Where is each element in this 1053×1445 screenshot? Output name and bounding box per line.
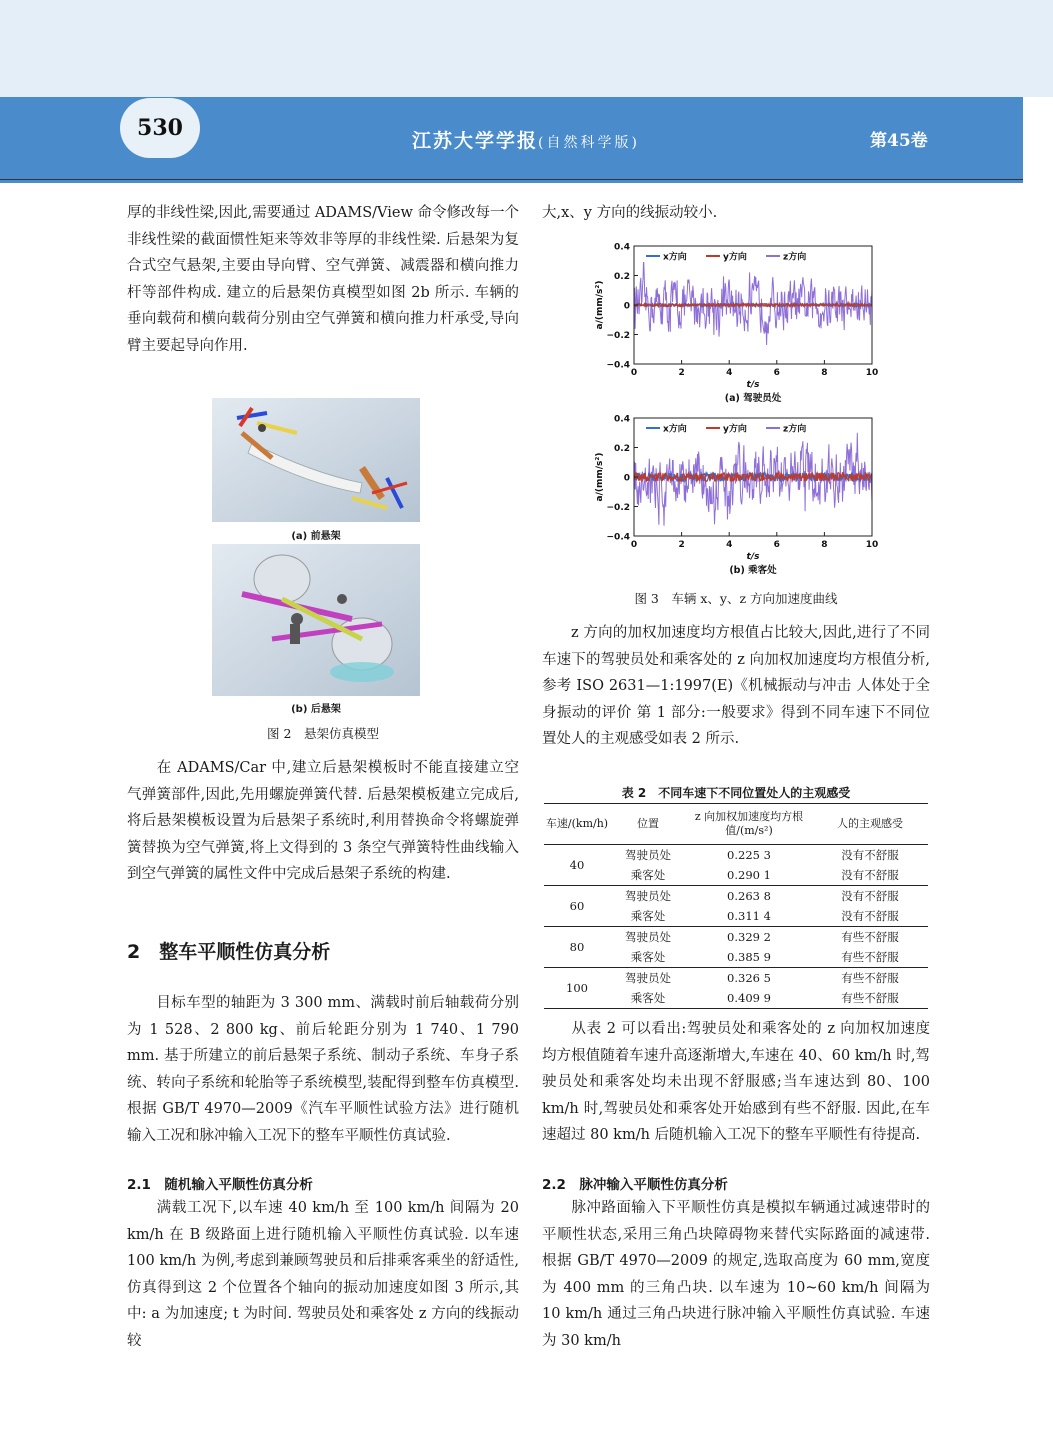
header-top-band bbox=[0, 0, 1053, 97]
x-axis-label: t/s bbox=[746, 552, 760, 562]
chart-subtitle: (a) 驾驶员处 bbox=[724, 393, 782, 404]
fig2b-rear-suspension-image bbox=[212, 544, 420, 696]
subsection-2-1-heading: 2.1 随机输入平顺性仿真分析 bbox=[127, 1177, 313, 1193]
y-tick-label: 0 bbox=[623, 473, 630, 484]
th-position: 位置 bbox=[610, 804, 686, 845]
journal-title bbox=[412, 126, 640, 153]
fig3-caption: 图 3 车辆 x、y、z 方向加速度曲线 bbox=[634, 591, 838, 606]
cell-position: 驾驶员处 bbox=[625, 848, 671, 862]
series-line-3 bbox=[634, 257, 872, 345]
y-tick-label: 0.2 bbox=[614, 272, 630, 282]
cell-value: 0.329 2 bbox=[727, 930, 771, 944]
cell-feeling: 没有不舒服 bbox=[812, 865, 928, 886]
fig2a-label: (a) 前悬架 bbox=[291, 531, 341, 542]
cell-speed: 100 bbox=[566, 981, 588, 995]
journal-subtitle: (自然科学版) bbox=[538, 135, 640, 151]
page-number: 530 bbox=[120, 98, 200, 158]
x-axis-label: t/s bbox=[746, 380, 760, 390]
header-rule bbox=[0, 179, 1023, 180]
cell-value: 0.326 5 bbox=[727, 971, 771, 985]
cell-value: 0.409 9 bbox=[727, 991, 771, 1005]
x-tick-label: 6 bbox=[773, 368, 780, 378]
cell-position: 驾驶员处 bbox=[625, 930, 671, 944]
cell-position: 乘客处 bbox=[610, 865, 686, 886]
x-tick-label: 0 bbox=[630, 540, 638, 550]
cell-position: 驾驶员处 bbox=[625, 889, 671, 903]
x-tick-label: 10 bbox=[865, 540, 879, 550]
cell-position: 驾驶员处 bbox=[625, 971, 671, 985]
subsection-2-2-heading: 2.2 脉冲输入平顺性仿真分析 bbox=[542, 1177, 728, 1193]
legend-entry: x方向 bbox=[663, 424, 687, 435]
cell-feeling: 有些不舒服 bbox=[841, 971, 899, 985]
cell-feeling: 没有不舒服 bbox=[841, 889, 899, 903]
left-paragraph-1: 厚的非线性梁,因此,需要通过 ADAMS/View 命令修改每一个非线性梁的截面惯性矩来等效非等厚的非线性梁. 后悬架为复合式空气悬架,主要由导向臂、空气弹簧、减震器和横向推力杆等部件构成. 建立的后悬架仿真模型如图 2b 所示. 车辆的垂向载荷和横向载荷分别由空气弹簧和横向推力杆承受,导向臂主要起导向作用. bbox=[127, 205, 520, 354]
cell-feeling: 没有不舒服 bbox=[841, 848, 899, 862]
legend-entry: z方向 bbox=[783, 424, 807, 435]
y-tick-label: 0.2 bbox=[614, 444, 630, 454]
x-tick-label: 8 bbox=[821, 368, 828, 378]
volume-label: 第45卷 bbox=[870, 131, 928, 151]
cell-value: 0.290 1 bbox=[686, 865, 812, 886]
table2-title: 表 2 不同车速下不同位置处人的主观感受 bbox=[621, 786, 851, 800]
cell-position: 乘客处 bbox=[610, 906, 686, 927]
right-paragraph-1: 大,x、y 方向的线振动较小. bbox=[542, 205, 718, 221]
cell-feeling: 有些不舒服 bbox=[841, 991, 899, 1005]
chart-subtitle: (b) 乘客处 bbox=[729, 565, 777, 576]
y-tick-label: 0.4 bbox=[614, 414, 630, 425]
table-row bbox=[544, 968, 928, 989]
x-tick-label: 6 bbox=[773, 540, 780, 550]
cell-position: 乘客处 bbox=[630, 991, 666, 1005]
table-header-row bbox=[544, 804, 928, 845]
fig3b-chart bbox=[582, 410, 882, 580]
cell-value: 0.311 4 bbox=[686, 906, 812, 927]
y-axis-label: a/(mm/s²) bbox=[595, 280, 605, 330]
y-tick-label: −0.2 bbox=[606, 503, 630, 513]
table-row bbox=[544, 886, 928, 907]
table-row bbox=[544, 845, 928, 866]
x-tick-label: 8 bbox=[821, 540, 828, 550]
y-axis-label: a/(mm/s²) bbox=[595, 452, 605, 502]
cell-feeling: 有些不舒服 bbox=[812, 947, 928, 968]
x-tick-label: 10 bbox=[865, 368, 879, 378]
cell-value: 0.225 3 bbox=[727, 848, 771, 862]
table2 bbox=[544, 803, 928, 1009]
y-tick-label: −0.4 bbox=[606, 532, 630, 543]
cell-speed: 40 bbox=[544, 845, 610, 886]
left-paragraph-4: 满载工况下,以车速 40 km/h 至 100 km/h 间隔为 20 km/h 在 B 级路面上进行随机输入平顺性仿真试验. 以车速 100 km/h 为例,考虑到兼顾驾驶员和后排乘客乘坐的舒适性,仿真得到这 2 个位置各个轴向的振动加速度如图 3 所示,其中: a 为加速度; t 为时间. 驾驶员处和乘客处 z 方向的线振动较 bbox=[127, 1200, 519, 1349]
journal-name: 江苏大学学报 bbox=[412, 130, 539, 152]
fig2b-label: (b) 后悬架 bbox=[291, 704, 341, 715]
cell-feeling: 没有不舒服 bbox=[812, 906, 928, 927]
th-speed: 车速/(km/h) bbox=[544, 804, 610, 845]
legend-entry: y方向 bbox=[723, 252, 747, 263]
right-paragraph-4: 脉冲路面输入下平顺性仿真是模拟车辆通过减速带时的平顺性状态,采用三角凸块障碍物来替代实际路面的减速带. 根据 GB/T 4970—2009 的规定,选取高度为 60 mm,宽度为 400 mm 的三角凸块. 以车速为 10~60 km/h 间隔为 10 km/h 通过三角凸块进行脉冲输入平顺性仿真试验. 车速为 30 km/h bbox=[542, 1200, 930, 1349]
cell-feeling: 有些不舒服 bbox=[841, 930, 899, 944]
legend-entry: x方向 bbox=[663, 252, 687, 263]
y-tick-label: −0.4 bbox=[606, 360, 630, 371]
section-2-heading: 2 整车平顺性仿真分析 bbox=[127, 941, 331, 963]
x-tick-label: 4 bbox=[726, 368, 733, 378]
cell-speed: 60 bbox=[544, 886, 610, 927]
fig2-caption: 图 2 悬架仿真模型 bbox=[267, 726, 379, 741]
cell-value: 0.385 9 bbox=[686, 947, 812, 968]
x-tick-label: 2 bbox=[678, 540, 685, 550]
cell-position: 乘客处 bbox=[610, 947, 686, 968]
right-paragraph-2: z 方向的加权加速度均方根值占比较大,因此,进行了不同车速下的驾驶员处和乘客处的 z 向加权加速度均方根值分析,参考 ISO 2631—1:1997(E)《机械振动与冲击 人体处于全身振动的评价 第 1 部分:一般要求》得到不同车速下不同位置处人的主观感受如表 2 所示. bbox=[542, 625, 930, 747]
y-tick-label: −0.2 bbox=[606, 331, 630, 341]
x-tick-label: 2 bbox=[678, 368, 685, 378]
th-feeling: 人的主观感受 bbox=[812, 804, 928, 845]
y-tick-label: 0.4 bbox=[614, 242, 630, 253]
y-tick-label: 0 bbox=[623, 301, 630, 312]
cell-value: 0.263 8 bbox=[727, 889, 771, 903]
table-row bbox=[544, 927, 928, 948]
fig2a-front-suspension-image bbox=[212, 398, 420, 522]
th-value: z 向加权加速度均方根值/(m/s²) bbox=[686, 804, 812, 845]
right-paragraph-3: 从表 2 可以看出:驾驶员处和乘客处的 z 向加权加速度均方根值随着车速升高逐渐增大,车速在 40、60 km/h 时,驾驶员处和乘客处均未出现不舒服感;当车速达到 80、100 km/h 时,驾驶员处和乘客处开始感到有些不舒服. 因此,在车速超过 80 km/h 后随机输入工况下的整车平顺性有待提高. bbox=[542, 1021, 930, 1143]
x-tick-label: 0 bbox=[630, 368, 638, 378]
cell-speed: 80 bbox=[544, 927, 610, 968]
legend-entry: y方向 bbox=[723, 424, 747, 435]
fig3a-chart bbox=[582, 238, 882, 408]
left-paragraph-2: 在 ADAMS/Car 中,建立后悬架模板时不能直接建立空气弹簧部件,因此,先用螺旋弹簧代替. 后悬架模板建立完成后,将后悬架模板设置为后悬架子系统时,利用替换命令将螺旋弹簧替换为空气弹簧,将上文得到的 3 条空气弹簧特性曲线输入到空气弹簧的属性文件中完成后悬架子系统的构建. bbox=[127, 760, 519, 882]
legend-entry: z方向 bbox=[783, 252, 807, 263]
left-paragraph-3: 目标车型的轴距为 3 300 mm、满载时前后轴载荷分别为 1 528、2 800 kg、前后轮距分别为 1 740、1 790 mm. 基于所建立的前后悬架子系统、制动子系统、车身子系统、转向子系统和轮胎等子系统模型,装配得到整车仿真模型. 根据 GB/T 4970—2009《汽车平顺性试验方法》进行随机输入工况和脉冲输入工况下的整车平顺性仿真试验. bbox=[127, 995, 519, 1144]
x-tick-label: 4 bbox=[726, 540, 733, 550]
